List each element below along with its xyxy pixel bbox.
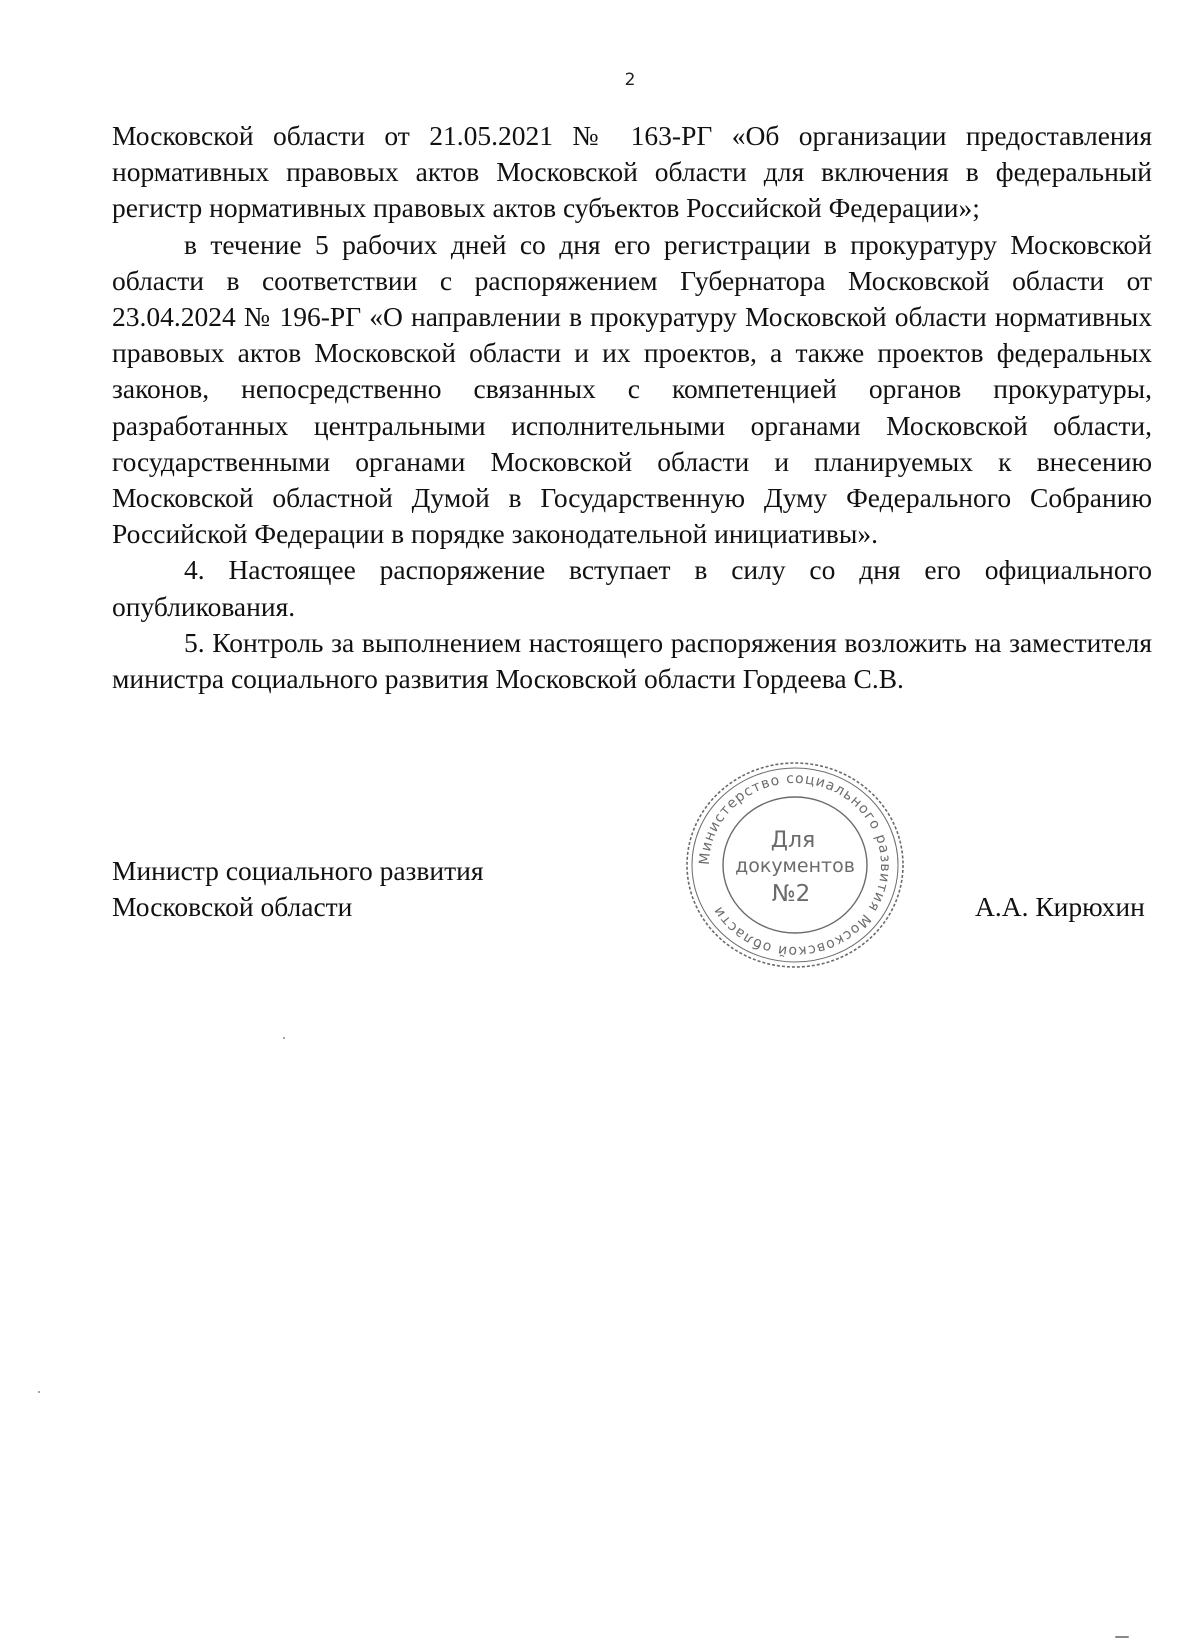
stamp-center-line: Для [770, 828, 816, 853]
scan-speck [1115, 1636, 1129, 1638]
signer-position-line: Министр социального развития [112, 855, 484, 886]
signer-name: А.А. Кирюхин [975, 891, 1145, 922]
paragraph: Московской области от 21.05.2021 № 163-РГ «Об организации предоставления нормативных правовых актов Московской области для включения в федеральный регистр нормативных правовых актов субъектов Российской Федерации»; [112, 120, 1152, 224]
stamp-ring-text: Министерство социального развития Московской области [696, 770, 894, 960]
scan-speck [283, 1037, 285, 1039]
signer-position [112, 853, 483, 925]
page-number: 2 [624, 70, 636, 90]
scan-speck [38, 1391, 40, 1393]
stamp-center-line: №2 [771, 881, 811, 907]
document-body [112, 118, 1152, 697]
paragraph: 5. Контроль за выполнением настоящего распоряжения возложить на заместителя министра социального развития Московской области Гордеева С.В. [112, 626, 1152, 695]
official-stamp [675, 755, 915, 975]
stamp-center-line: документов [735, 855, 855, 877]
paragraph: в течение 5 рабочих дней со дня его регистрации в прокуратуру Московской области в соответствии с распоряжением Губернатора Московской области от 23.04.2024 № 196-РГ «О направлении в прокуратуру Московской области нормативных правовых актов Московской области и их проектов, а также проектов федеральных законов, непосредственно связанных с компетенцией органов прокуратуры, разработанных центральными исполнительными органами Московской области, государственными органами Московской области и планируемых к внесению Московской областной Думой в Государственную Думу Федерального Собранию Российской Федерации в порядке законодательной инициативы». [112, 228, 1152, 550]
signer-position-line: Московской области [112, 891, 353, 922]
paragraph: 4. Настоящее распоряжение вступает в силу со дня его официального опубликования. [112, 554, 1152, 622]
